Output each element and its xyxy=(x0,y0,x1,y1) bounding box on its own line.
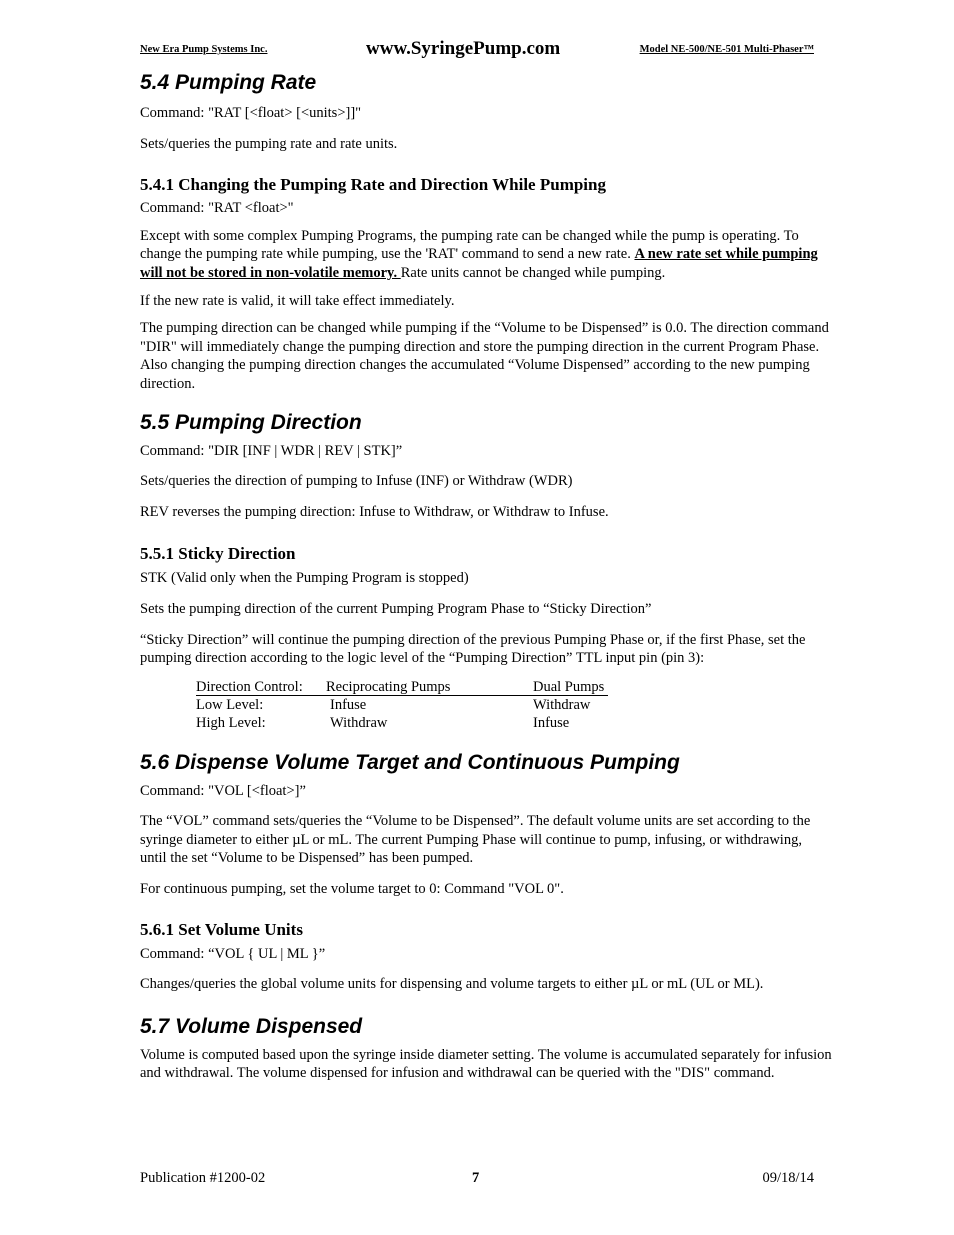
direction-table-header: Direction Control: Reciprocating Pumps Dual Pumps xyxy=(196,678,608,696)
section-5-7-para-1: Volume is computed based upon the syringe inside diameter setting. The volume is accumulated separately for infusion and withdrawal. The volume dispensed for infusion and withdrawal can be queried with the "DIS" command. xyxy=(140,1046,832,1082)
section-5-5-1-para-1: STK (Valid only when the Pumping Program is stopped) xyxy=(140,570,469,587)
section-5-4-1-command: Command: "RAT <float>" xyxy=(140,200,294,217)
table-row: Low Level: Infuse Withdraw xyxy=(196,696,591,713)
direction-table xyxy=(196,678,832,732)
table-row: High Level: Withdraw Infuse xyxy=(196,714,570,731)
nonvolatile-warning: A new rate set while pumping will not be stored in non-volatile memory. xyxy=(140,246,818,281)
section-5-5-command: Command: "DIR [INF | WDR | REV | STK]” xyxy=(140,442,403,459)
section-5-5-para-1: Sets/queries the direction of pumping to Infuse (INF) or Withdraw (WDR) xyxy=(140,473,573,490)
section-5-6-command: Command: "VOL [<float>]” xyxy=(140,782,306,799)
document-body xyxy=(140,70,832,1083)
section-5-4-1-para-1: Except with some complex Pumping Programs, the pumping rate can be changed while the pump is operating. To change the pumping rate while pumping, use the 'RAT' command to send a new rate. A new rate set while pumping will not be stored in non-volatile memory. Rate units cannot be changed while pumping. xyxy=(140,227,818,281)
section-5-6-1-command: Command: “VOL { UL | ML }” xyxy=(140,945,326,962)
section-5-4-title: 5.4 Pumping Rate xyxy=(140,71,317,94)
page-header xyxy=(140,38,814,62)
section-5-4-desc: Sets/queries the pumping rate and rate units. xyxy=(140,135,398,152)
company-name: New Era Pump Systems Inc. xyxy=(140,44,268,55)
section-5-6-1-title: 5.6.1 Set Volume Units xyxy=(140,919,303,939)
section-5-7-title: 5.7 Volume Dispensed xyxy=(140,1014,363,1038)
section-5-6-title: 5.6 Dispense Volume Target and Continuous Pumping xyxy=(140,750,680,774)
publication-number: Publication #1200-02 xyxy=(140,1170,266,1186)
publication-date: 09/18/14 xyxy=(762,1170,814,1186)
section-5-5-1-para-2: Sets the pumping direction of the current Pumping Program Phase to “Sticky Direction” xyxy=(140,600,652,617)
section-5-4-1-para-3: The pumping direction can be changed while pumping if the “Volume to be Dispensed” is 0.0. The direction command "DIR" will immediately change the pumping direction and store the pumping direction in the current Program Phase. Also changing the pumping direction changes the accumulated “Volume Dispensed” according to the new pumping direction. xyxy=(140,320,829,392)
section-5-5-1-title: 5.5.1 Sticky Direction xyxy=(140,544,296,564)
section-5-4-1-para-2: If the new rate is valid, it will take effect immediately. xyxy=(140,292,455,309)
section-5-5-title: 5.5 Pumping Direction xyxy=(140,410,362,434)
section-5-5-para-2: REV reverses the pumping direction: Infuse to Withdraw, or Withdraw to Infuse. xyxy=(140,503,609,520)
section-5-6-para-1: The “VOL” command sets/queries the “Volume to be Dispensed”. The default volume units are set according to the syringe diameter to either µL or mL. The current Pumping Phase will continue to pump, infusing, or withdrawing, until the set “Volume to be Dispensed” has been pumped. xyxy=(140,813,811,867)
page-number: 7 xyxy=(472,1170,480,1186)
section-5-4-command: Command: "RAT [<float> [<units>]]" xyxy=(140,105,362,121)
model-name: Model NE-500/NE-501 Multi-Phaser™ xyxy=(639,44,814,55)
section-5-5-1-para-3: “Sticky Direction” will continue the pumping direction of the previous Pumping Phase or, if the first Phase, set the pumping direction according to the logic level of the “Pumping Direction” TTL input pin (pin 3): xyxy=(140,631,806,667)
section-5-4-1-title: 5.4.1 Changing the Pumping Rate and Direction While Pumping xyxy=(140,175,606,195)
page-footer xyxy=(140,1170,814,1190)
section-5-6-1-para-1: Changes/queries the global volume units for dispensing and volume targets to either µL or mL (UL or ML). xyxy=(140,976,764,993)
section-5-6-para-2: For continuous pumping, set the volume target to 0: Command "VOL 0". xyxy=(140,881,564,898)
website-url: www.SyringePump.com xyxy=(366,38,561,59)
